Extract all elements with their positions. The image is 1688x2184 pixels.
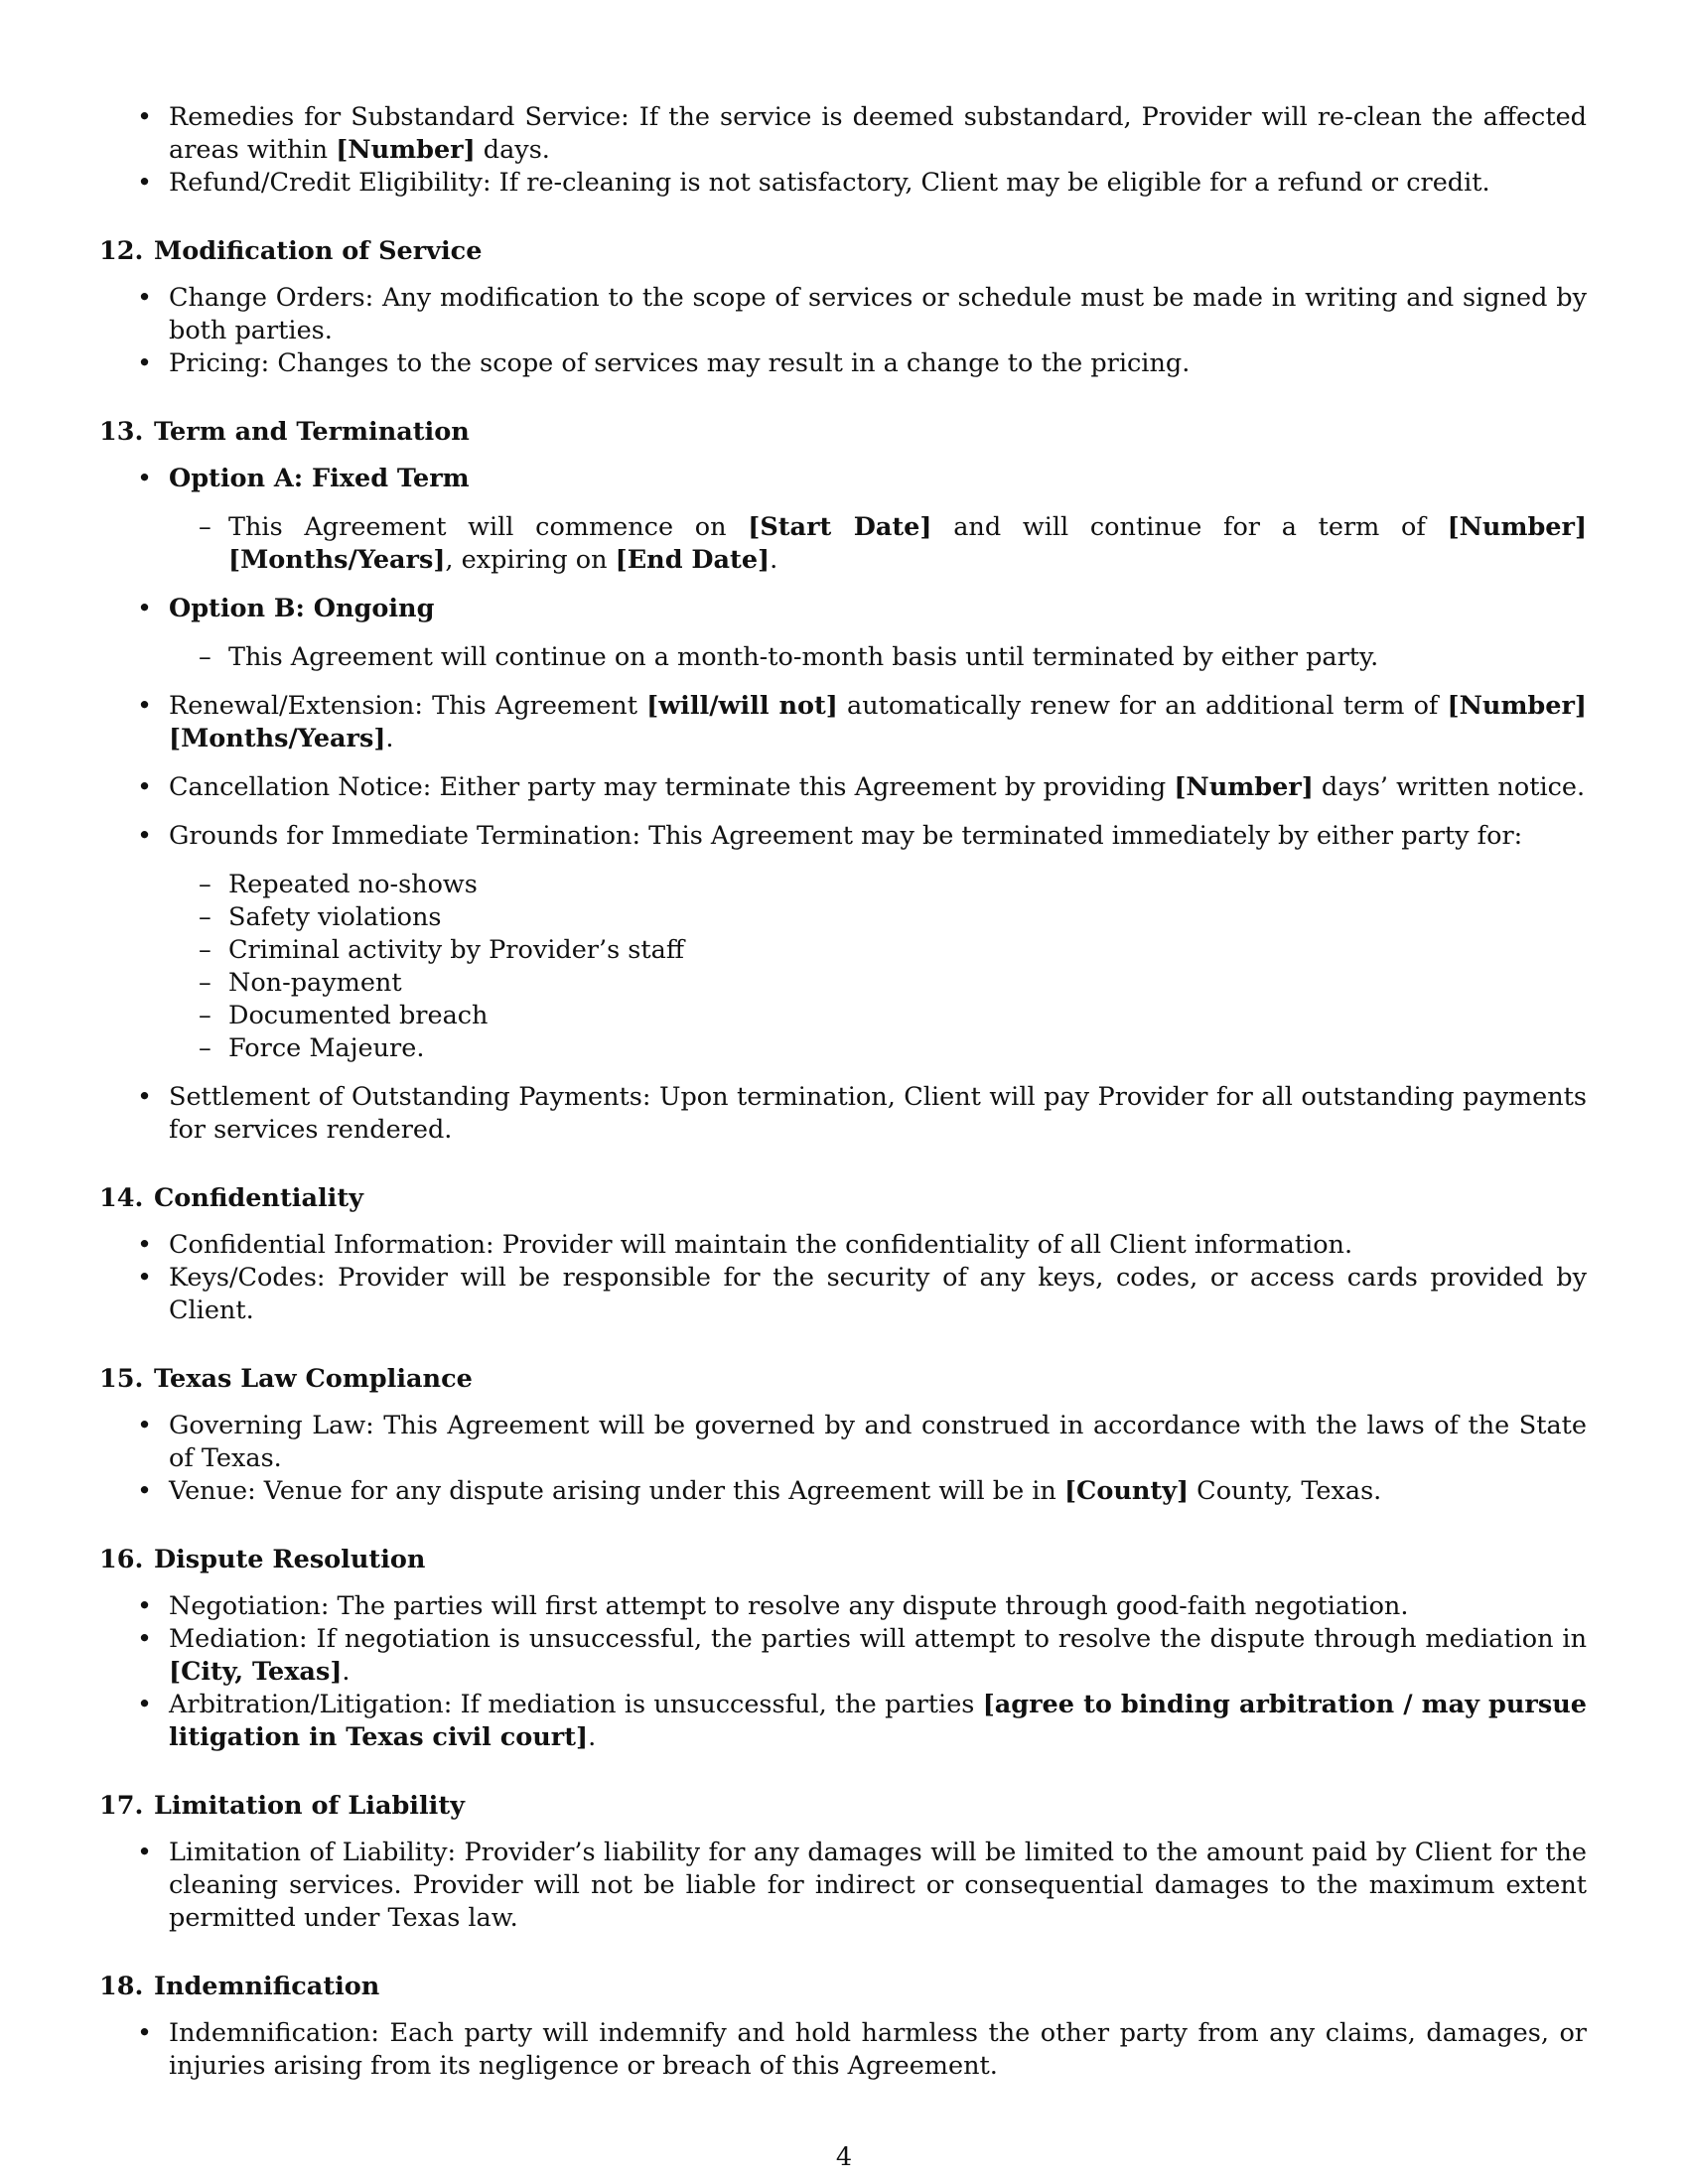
section-heading-17: 17. Limitation of Liability	[99, 1791, 465, 1821]
list-item: • Mediation: If negotiation is unsuccessful, the parties will attempt to resolve the dispute through mediation in [City, Texas].	[99, 1623, 1587, 1689]
intro-list	[99, 101, 1587, 200]
section-13-list	[99, 463, 1587, 1147]
list-item: • Arbitration/Litigation: If mediation is unsuccessful, the parties [agree to binding arbitration / may pursue litigation in Texas civil court].	[99, 1689, 1587, 1754]
section-heading-13: 13. Term and Termination	[99, 417, 470, 447]
list-item: – Safety violations	[169, 901, 1587, 934]
list-item: • Venue: Venue for any dispute arising under this Agreement will be in [County] County, Texas.	[99, 1475, 1587, 1508]
section-15-list	[99, 1410, 1587, 1508]
grounds-list	[169, 869, 1587, 1065]
cancellation-item: • Cancellation Notice: Either party may terminate this Agreement by providing [Number] days’ written notice.	[99, 771, 1587, 804]
list-item: • Indemnification: Each party will indemnify and hold harmless the other party from any claims, damages, or injuries arising from its negligence or breach of this Agreement.	[99, 2017, 1587, 2083]
list-item: – Documented breach	[169, 1000, 1587, 1032]
list-item: – This Agreement will continue on a month-to-month basis until terminated by either party.	[169, 641, 1587, 674]
document-page	[99, 101, 1587, 2083]
section-14-list	[99, 1229, 1587, 1327]
list-item: – Criminal activity by Provider’s staff	[169, 934, 1587, 967]
option-a: • Option A: Fixed Term – This Agreement will commence on [Start Date] and will continue for a term of [Number] [Months/Years], expiring on [End Date].	[99, 463, 1587, 577]
section-12-list	[99, 282, 1587, 380]
list-item: • Negotiation: The parties will first attempt to resolve any dispute through good-faith negotiation.	[99, 1590, 1587, 1623]
list-item: • Confidential Information: Provider will maintain the confidentiality of all Client information.	[99, 1229, 1587, 1262]
section-heading-16: 16. Dispute Resolution	[99, 1545, 426, 1574]
list-item: • Remedies for Substandard Service: If the service is deemed substandard, Provider will re-clean the affected areas within [Number] days.	[99, 101, 1587, 167]
list-item: – This Agreement will commence on [Start Date] and will continue for a term of [Number] [Months/Years], expiring on [End Date].	[169, 511, 1587, 577]
section-heading-12: 12. Modification of Service	[99, 236, 483, 266]
list-item: – Non-payment	[169, 967, 1587, 1000]
list-item: • Limitation of Liability: Provider’s liability for any damages will be limited to the amount paid by Client for the cleaning services. Provider will not be liable for indirect or consequential damages to the maximum extent permitted under Texas law.	[99, 1837, 1587, 1935]
list-item: • Change Orders: Any modification to the scope of services or schedule must be made in writing and signed by both parties.	[99, 282, 1587, 347]
section-16-list	[99, 1590, 1587, 1754]
list-item: – Force Majeure.	[169, 1032, 1587, 1065]
settlement-item: • Settlement of Outstanding Payments: Upon termination, Client will pay Provider for all outstanding payments for services rendered.	[99, 1081, 1587, 1147]
section-17-list	[99, 1837, 1587, 1935]
section-18-list	[99, 2017, 1587, 2083]
section-heading-18: 18. Indemnification	[99, 1972, 380, 2001]
option-a-details	[169, 511, 1587, 577]
option-b: • Option B: Ongoing – This Agreement will continue on a month-to-month basis until terminated by either party.	[99, 593, 1587, 674]
option-b-details	[169, 641, 1587, 674]
grounds-item: • Grounds for Immediate Termination: This Agreement may be terminated immediately by either party for: – Repeated no-shows – Safety violations – Criminal activity by Provider’s staff – Non-payment – Documented breach – Force Majeure.	[99, 820, 1587, 1065]
renewal-item: • Renewal/Extension: This Agreement [will/will not] automatically renew for an additional term of [Number] [Months/Years].	[99, 690, 1587, 755]
list-item: • Refund/Credit Eligibility: If re-cleaning is not satisfactory, Client may be eligible for a refund or credit.	[99, 167, 1587, 200]
section-heading-15: 15. Texas Law Compliance	[99, 1364, 473, 1394]
list-item: – Repeated no-shows	[169, 869, 1587, 901]
page-number: 4	[835, 2142, 853, 2172]
list-item: • Pricing: Changes to the scope of services may result in a change to the pricing.	[99, 347, 1587, 380]
section-heading-14: 14. Confidentiality	[99, 1183, 363, 1213]
list-item: • Governing Law: This Agreement will be governed by and construed in accordance with the laws of the State of Texas.	[99, 1410, 1587, 1475]
list-item: • Keys/Codes: Provider will be responsible for the security of any keys, codes, or access cards provided by Client.	[99, 1262, 1587, 1327]
